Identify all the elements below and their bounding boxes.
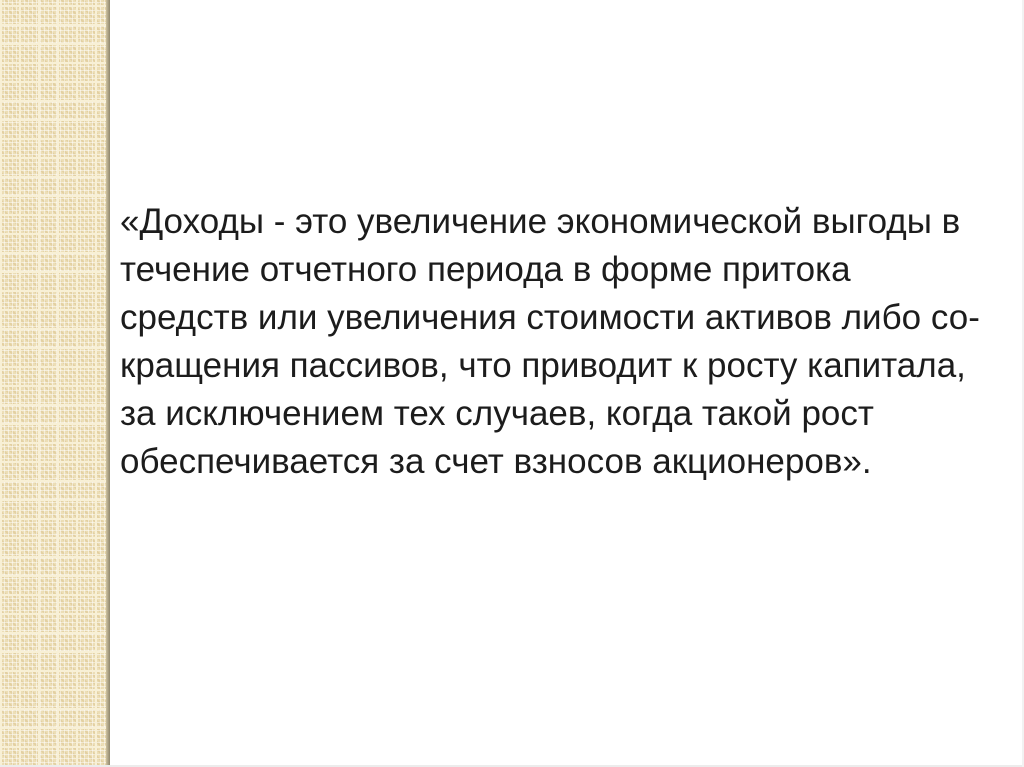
quote-line: обеспечивается за счет взносов акционеров». bbox=[120, 442, 872, 481]
quote-paragraph bbox=[120, 198, 1000, 486]
stripe-shadow-edge bbox=[106, 0, 110, 767]
quote-line: за исключением тех случаев, когда такой рост bbox=[120, 394, 874, 433]
quote-line: средств или увеличения стоимости активов либо со- bbox=[120, 298, 980, 337]
quote-line: «Доходы - это увеличение экономической выгоды в bbox=[120, 202, 961, 241]
quote-line: течение отчетного периода в форме притока bbox=[120, 250, 851, 289]
left-texture-stripe bbox=[0, 0, 110, 767]
quote-line: кращения пассивов, что приводит к росту капитала, bbox=[120, 346, 966, 385]
